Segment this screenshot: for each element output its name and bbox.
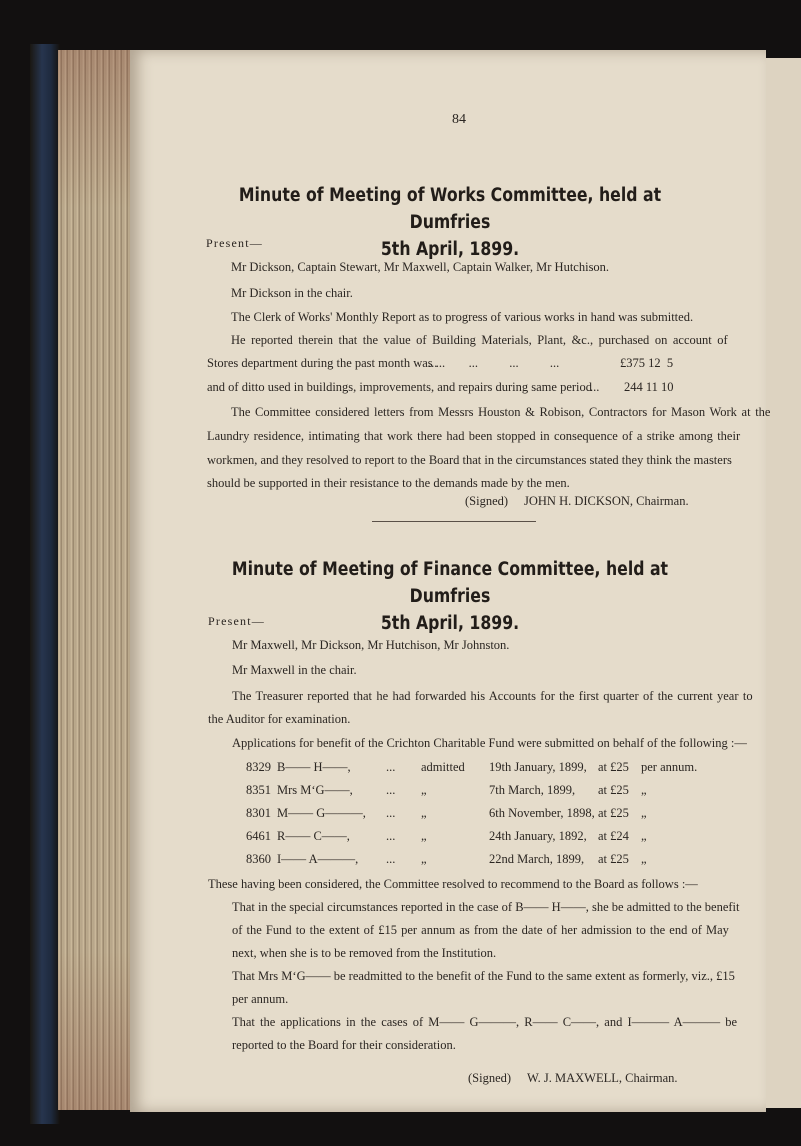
application-dots: ... — [386, 760, 396, 774]
works-amount1: £375 12 5 — [620, 356, 674, 370]
finance-r2-line1: That Mrs MʻG—— be readmitted to the benefit of the Fund to the same extent as formerly, viz., £15 — [232, 969, 735, 983]
application-date: 7th March, 1899, — [489, 783, 576, 797]
application-per: „ — [641, 829, 647, 843]
finance-p2: Applications for benefit of the Crichton Charitable Fund were submitted on behalf of the following :— — [232, 736, 747, 750]
application-per: „ — [641, 852, 647, 866]
application-num: 6461 — [246, 829, 271, 843]
works-p3-line2: Laundry residence, intimating that work there had been stopped in consequence of a strike among their — [207, 429, 741, 443]
application-at: at £25 — [598, 760, 629, 774]
finance-signature: W. J. MAXWELL, Chairman. — [527, 1071, 678, 1085]
works-p3-line1: The Committee considered letters from Messrs Houston & Robison, Contractors for Mason Work at the — [231, 405, 771, 419]
works-title-line2: 5th April, 1899. — [380, 239, 520, 260]
application-date: 22nd March, 1899, — [489, 852, 585, 866]
works-p2-line2: Stores department during the past month was ... — [207, 356, 446, 370]
application-dots: ... — [386, 852, 396, 866]
finance-signed: (Signed) — [468, 1071, 512, 1085]
application-num: 8329 — [246, 760, 271, 774]
application-dots: ... — [386, 783, 396, 797]
finance-r3-line2: reported to the Board for their consideration. — [232, 1038, 456, 1052]
finance-title-line2: 5th April, 1899. — [380, 613, 520, 634]
application-at: at £24 — [598, 829, 629, 843]
works-p3-line4: should be supported in their resistance to the demands made by the men. — [207, 476, 570, 490]
finance-r3-line1: That the applications in the cases of M—— G———, R—— C——, and I——— A——— be — [232, 1015, 738, 1029]
application-per: „ — [641, 783, 647, 797]
application-dots: ... — [386, 829, 396, 843]
works-signature: JOHN H. DICKSON, Chairman. — [524, 494, 689, 508]
works-chair: Mr Dickson in the chair. — [231, 286, 353, 300]
application-name: R—— C——, — [277, 829, 350, 843]
page-edges — [58, 50, 132, 1110]
works-title — [221, 182, 680, 263]
works-signed: (Signed) — [465, 494, 509, 508]
finance-p1-line2: the Auditor for examination. — [208, 712, 351, 726]
application-admitted: „ — [421, 852, 427, 866]
application-per: per annum. — [641, 760, 698, 774]
book-binding — [30, 44, 60, 1124]
finance-r1-line1: That in the special circumstances reported in the case of B—— H——, she be admitted to the benefit — [232, 900, 740, 914]
application-date: 24th January, 1892, — [489, 829, 587, 843]
works-dots2: ... — [590, 380, 600, 394]
works-present-names: Mr Dickson, Captain Stewart, Mr Maxwell, Captain Walker, Mr Hutchison. — [231, 260, 610, 274]
application-name: I—— A———, — [277, 852, 359, 866]
works-p2-line1: He reported therein that the value of Building Materials, Plant, &c., purchased on account of — [231, 333, 728, 347]
works-p3-line3: workmen, and they resolved to report to the Board that in the circumstances stated they think the masters — [207, 453, 732, 467]
finance-chair: Mr Maxwell in the chair. — [232, 663, 357, 677]
works-present-label: Present— — [206, 236, 263, 250]
finance-p1-line1: The Treasurer reported that he had forwarded his Accounts for the first quarter of the current year to — [232, 689, 753, 703]
application-at: at £25 — [598, 852, 629, 866]
finance-present-label: Present— — [208, 614, 265, 628]
page-number: 84 — [452, 112, 466, 127]
application-dots: ... — [386, 806, 396, 820]
application-at: at £25 — [598, 806, 629, 820]
facing-page-edge — [762, 58, 801, 1108]
application-at: at £25 — [598, 783, 629, 797]
application-admitted: „ — [421, 783, 427, 797]
application-name: Mrs MʻG——, — [277, 783, 353, 797]
application-admitted: „ — [421, 829, 427, 843]
works-p2-line3: and of ditto used in buildings, improvements, and repairs during same period — [207, 380, 592, 394]
application-name: B—— H——, — [277, 760, 351, 774]
finance-title — [221, 556, 680, 637]
finance-title-line1: Minute of Meeting of Finance Committee, held at Dumfries — [231, 559, 669, 607]
works-p1: The Clerk of Works' Monthly Report as to progress of various works in hand was submitted. — [231, 310, 694, 324]
application-date: 19th January, 1899, — [489, 760, 587, 774]
finance-p3: These having been considered, the Committee resolved to recommend to the Board as follows :— — [208, 877, 698, 891]
application-per: „ — [641, 806, 647, 820]
section-divider — [372, 521, 536, 522]
application-name: M—— G———, — [277, 806, 366, 820]
application-date: 6th November, 1898, — [489, 806, 595, 820]
finance-r2-line2: per annum. — [232, 992, 289, 1006]
application-num: 8301 — [246, 806, 271, 820]
works-dots: ... ... ... ... — [428, 356, 560, 370]
application-admitted: „ — [421, 806, 427, 820]
finance-r1-line2: of the Fund to the extent of £15 per annum as from the date of her admission to the end of May — [232, 923, 729, 937]
application-admitted: admitted — [421, 760, 465, 774]
application-num: 8360 — [246, 852, 271, 866]
works-title-line1: Minute of Meeting of Works Committee, held at Dumfries — [238, 185, 662, 233]
application-num: 8351 — [246, 783, 271, 797]
works-amount2: 244 11 10 — [624, 380, 674, 394]
finance-present-names: Mr Maxwell, Mr Dickson, Mr Hutchison, Mr Johnston. — [232, 638, 510, 652]
finance-r1-line3: next, when she is to be removed from the Institution. — [232, 946, 497, 960]
